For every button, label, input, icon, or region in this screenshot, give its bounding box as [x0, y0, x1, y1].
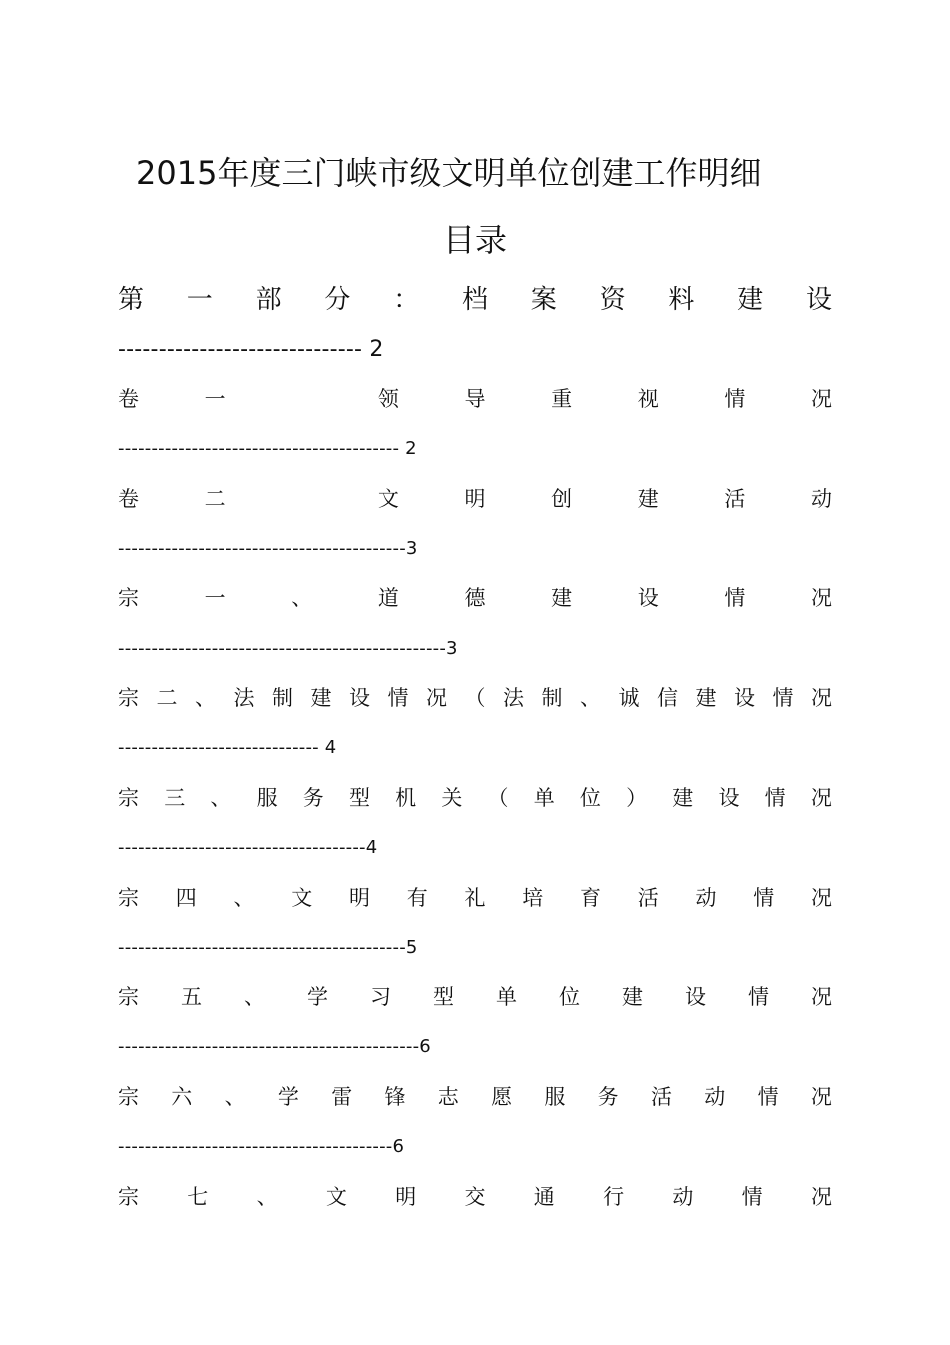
toc-heading-char: 设 [637, 586, 659, 610]
toc-leader-page-number: ---------------------------------------------6 [118, 1036, 431, 1057]
toc-title: 目录 [442, 221, 507, 259]
toc-heading-char: 交 [464, 1185, 486, 1209]
toc-heading-char: 况 [811, 985, 832, 1009]
toc-heading-char: 设 [718, 786, 740, 810]
toc-heading-char: 案 [530, 285, 557, 315]
toc-heading-char: 诚 [618, 686, 640, 710]
toc-heading-char: 宗 [118, 586, 139, 610]
toc-leader-page-number: ------------------------------ 4 [118, 737, 337, 758]
toc-heading-char: 明 [395, 1185, 417, 1209]
toc-heading-char: 服 [256, 786, 278, 810]
toc-heading-char: 分 [324, 285, 351, 315]
toc-leader-page-number: ------------------------------ 2 [118, 337, 384, 362]
toc-heading-char: 情 [724, 387, 746, 411]
toc-entry-heading[interactable] [118, 578, 832, 618]
toc-heading-char: 二 [204, 487, 226, 511]
toc-heading-char: 培 [522, 886, 544, 910]
toc-heading-char: 七 [187, 1185, 209, 1209]
toc-heading-char: 德 [464, 586, 486, 610]
toc-heading-char: 情 [757, 1085, 779, 1109]
toc-heading-char: 况 [811, 686, 832, 710]
toc-heading-char: 锋 [384, 1085, 406, 1109]
toc-leader-page-number: ------------------------------------------ 2 [118, 438, 417, 459]
toc-heading-char: 况 [811, 886, 832, 910]
toc-heading-char: 导 [464, 387, 486, 411]
toc-heading-char: 一 [204, 387, 226, 411]
toc-heading-char: 宗 [118, 886, 139, 910]
toc-heading-char: 建 [622, 985, 643, 1009]
toc-heading-char: 部 [255, 285, 282, 315]
toc-heading-char: 服 [544, 1085, 566, 1109]
toc-heading-char: 宗 [118, 1185, 139, 1209]
toc-heading-char: 礼 [464, 886, 486, 910]
toc-heading-char: 活 [724, 487, 746, 511]
toc-heading-char: 活 [650, 1085, 672, 1109]
toc-heading-char: 情 [764, 786, 786, 810]
toc-entry-heading[interactable] [118, 280, 832, 320]
toc-heading-char: 愿 [491, 1085, 513, 1109]
toc-leader-page-number: -------------------------------------------5 [118, 937, 418, 958]
toc-heading-char: 单 [496, 985, 517, 1009]
toc-heading-char: 文 [377, 487, 399, 511]
toc-heading-char: 宗 [118, 686, 139, 710]
toc-heading-char: 况 [426, 686, 447, 710]
toc-heading-char: 育 [580, 886, 601, 910]
toc-heading-char: 视 [637, 387, 659, 411]
toc-leader-page-number: -------------------------------------------3 [118, 538, 418, 559]
toc-entry-heading[interactable] [118, 479, 832, 519]
toc-heading-char: 动 [704, 1085, 726, 1109]
toc-heading-char: 单 [533, 786, 555, 810]
toc-entry-heading[interactable] [118, 778, 832, 818]
document-title: 2015年度三门峡市级文明单位创建工作明细 [136, 154, 762, 192]
toc-heading-char: 况 [810, 1085, 832, 1109]
toc-heading-char: 建 [672, 786, 694, 810]
toc-heading-char: 制 [272, 686, 293, 710]
toc-heading-char: 学 [277, 1085, 299, 1109]
toc-heading-char: 设 [734, 686, 755, 710]
toc-heading-char: 设 [805, 285, 832, 315]
toc-leader-page-number: -------------------------------------------------3 [118, 638, 458, 659]
toc-heading-char: 情 [387, 686, 409, 710]
toc-heading-char: 位 [579, 786, 601, 810]
toc-heading-char: 创 [551, 487, 573, 511]
toc-heading-char: （ [464, 686, 486, 710]
toc-heading-char: 、 [210, 786, 232, 810]
toc-entry-heading[interactable] [118, 977, 832, 1017]
toc-heading-char: 建 [637, 487, 659, 511]
toc-heading-char: 六 [171, 1085, 193, 1109]
toc-heading-char: 行 [603, 1185, 625, 1209]
toc-heading-char: 位 [559, 985, 580, 1009]
toc-heading-char: 明 [464, 487, 486, 511]
toc-heading-char: 情 [748, 985, 769, 1009]
toc-heading-char: 动 [672, 1185, 694, 1209]
toc-heading-char: 一 [186, 285, 213, 315]
toc-heading-char: 有 [406, 886, 428, 910]
toc-heading-char: 三 [164, 786, 186, 810]
toc-heading-char: 重 [551, 387, 573, 411]
toc-heading-char: 四 [175, 886, 197, 910]
toc-heading-char: 建 [737, 285, 764, 315]
toc-heading-char: ） [626, 786, 648, 810]
toc-heading-char: 习 [370, 985, 391, 1009]
toc-entry-heading[interactable] [118, 678, 832, 718]
toc-heading-char: 设 [685, 985, 706, 1009]
toc-heading-char: 二 [156, 686, 178, 710]
toc-heading-char: 建 [695, 686, 717, 710]
toc-heading-char: 型 [433, 985, 454, 1009]
toc-heading-char: 动 [695, 886, 717, 910]
toc-heading-char: 设 [349, 686, 370, 710]
toc-heading-char: 文 [325, 1185, 347, 1209]
toc-heading-char: 宗 [118, 1085, 139, 1109]
toc-heading-char: 情 [724, 586, 746, 610]
toc-heading-char: 宗 [118, 786, 139, 810]
toc-heading-char: 通 [533, 1185, 555, 1209]
toc-heading-char: 关 [441, 786, 463, 810]
toc-heading-char: 法 [233, 686, 255, 710]
toc-heading-char: 法 [503, 686, 524, 710]
toc-heading-char: ： [393, 285, 420, 315]
toc-entry-heading[interactable] [118, 379, 832, 419]
toc-heading-char: 五 [181, 985, 202, 1009]
toc-entry-heading[interactable] [118, 878, 832, 918]
toc-heading-char: 、 [195, 686, 216, 710]
toc-heading-char: 宗 [118, 985, 139, 1009]
toc-heading-char: 料 [668, 285, 695, 315]
toc-heading-char: 况 [811, 586, 832, 610]
toc-heading-char: 志 [437, 1085, 459, 1109]
toc-heading-char: 况 [811, 387, 832, 411]
toc-heading-char: 、 [256, 1185, 278, 1209]
toc-heading-char: 一 [204, 586, 226, 610]
toc-entry-heading[interactable] [118, 1077, 832, 1117]
toc-heading-char: 建 [310, 686, 332, 710]
toc-heading-char: 务 [302, 786, 324, 810]
toc-heading-char: 活 [637, 886, 659, 910]
toc-heading-char: 卷 [118, 487, 139, 511]
toc-heading-char: 建 [551, 586, 573, 610]
toc-entry-heading[interactable] [118, 1177, 832, 1217]
toc-heading-char: 情 [741, 1185, 763, 1209]
toc-heading-char: 型 [348, 786, 370, 810]
toc-heading-char: 务 [597, 1085, 619, 1109]
toc-heading-char: 情 [753, 886, 775, 910]
toc-heading-char: 、 [244, 985, 265, 1009]
toc-heading-char: 领 [377, 387, 399, 411]
toc-heading-char: 道 [377, 586, 399, 610]
toc-heading-char: 、 [224, 1085, 246, 1109]
toc-heading-char: 、 [580, 686, 601, 710]
toc-heading-char: 档 [461, 285, 488, 315]
toc-heading-char: 第 [118, 285, 145, 315]
toc-heading-char: 信 [657, 686, 678, 710]
toc-heading-char: 、 [291, 586, 313, 610]
toc-heading-char: 卷 [118, 387, 139, 411]
toc-leader-page-number: -------------------------------------4 [118, 837, 378, 858]
toc-heading-char: 机 [395, 786, 417, 810]
toc-heading-char: 况 [810, 786, 832, 810]
toc-heading-char: 文 [291, 886, 313, 910]
toc-heading-char: 、 [233, 886, 255, 910]
toc-heading-char: 学 [307, 985, 328, 1009]
toc-heading-char: 制 [541, 686, 563, 710]
toc-heading-char [291, 479, 312, 519]
toc-heading-char: 资 [599, 285, 626, 315]
toc-leader-page-number: -----------------------------------------6 [118, 1136, 405, 1157]
toc-heading-char [291, 379, 312, 419]
toc-heading-char: 雷 [331, 1085, 353, 1109]
toc-heading-char: 明 [349, 886, 370, 910]
toc-heading-char: 动 [811, 487, 832, 511]
toc-heading-char: 况 [810, 1185, 832, 1209]
toc-heading-char: （ [487, 786, 509, 810]
toc-heading-char: 情 [772, 686, 794, 710]
